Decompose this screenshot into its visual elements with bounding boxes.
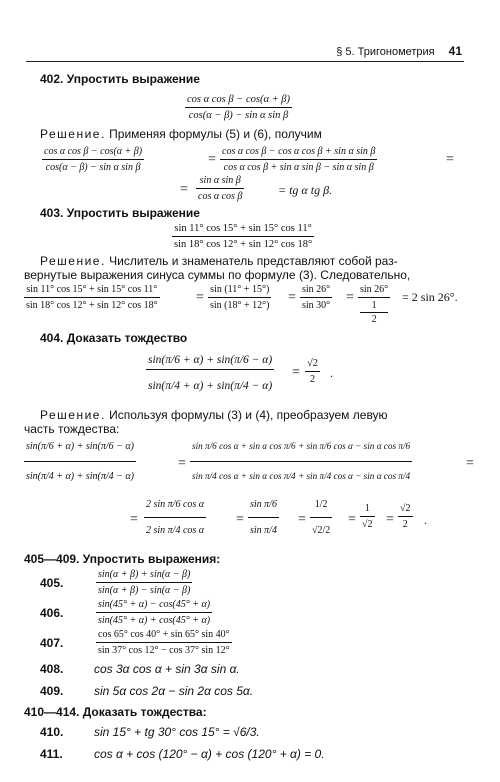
problem-402-step2 [220,145,377,174]
group-410-414-title: 410—414. Доказать тождества: [24,705,207,719]
problem-402-expression [185,93,292,122]
fraction-denominator: 2 [309,374,316,385]
equals-sign: = [348,512,356,527]
fraction-denominator: sin(α + β) − sin(α − β) [98,585,191,596]
problem-409-number: 409. [40,684,64,698]
fraction-denominator [358,298,390,326]
fraction-numerator: cos α cos β − cos(α + β) [42,145,144,160]
fraction-numerator: √2 [398,502,413,517]
fraction-denominator: √2/2 [312,525,331,536]
problem-409-expression: sin 5α cos 2α − sin 2α cos 5α. [94,684,254,698]
equals-sign: = [466,456,474,471]
solution-text: Используя формулы (3) и (4), преобразуем левую [109,408,388,422]
problem-402-step3 [196,174,244,203]
fraction-denominator: 2 [402,519,408,530]
fraction-numerator: sin (11° + 15°) [208,283,271,298]
fraction-denominator: cos α cos β + sin α sin β − sin α sin β [223,162,374,173]
fraction-numerator: sin(π/6 + α) + sin(π/6 − α) [146,352,274,370]
fraction-denominator: sin π/4 [250,525,277,536]
problem-407-number: 407. [40,636,64,650]
problem-404-rhs [305,357,320,386]
problem-406-number: 406. [40,606,64,620]
problem-403-title: 403. Упростить выражение [40,206,200,220]
problem-406-expression [96,598,212,627]
fraction-numerator: 1 [360,502,375,517]
problem-411-expression: cos α + cos (120° − α) + cos (120° + α) = 0. [94,747,325,761]
problem-411-number: 411. [40,747,63,761]
equals-sign: = [386,512,394,527]
fraction-denominator: cos(α − β) − sin α sin β [188,110,289,121]
fraction-numerator: sin 26° [358,283,390,298]
solution-label: Решение. [40,408,106,422]
solution-label: Решение. [40,254,106,268]
fraction-denominator: sin 37° cos 12° − cos 37° sin 12° [98,645,230,656]
problem-402-result: = tg α tg β. [278,183,333,197]
solution-label: Решение. [40,127,106,141]
problem-404-step5 [310,498,332,537]
fraction-denominator: 2 sin π/4 cos α [146,525,205,536]
fraction-denominator: sin(π/4 + α) + sin(π/4 − α) [148,380,273,392]
problem-405-number: 405. [40,576,64,590]
problem-403-solution-line1 [40,254,398,268]
problem-404-solution-line1 [40,408,388,422]
fraction-numerator: cos 65° cos 40° + sin 65° sin 40° [96,628,232,643]
period: . [424,513,427,527]
fraction-numerator: sin 11° cos 15° + sin 15° cos 11° [172,222,314,237]
fraction-numerator: sin π/6 [248,498,279,518]
fraction-numerator: 1/2 [310,498,332,518]
nested-denominator: 2 [371,314,377,325]
fraction-denominator: sin 18° cos 12° + sin 12° cos 18° [174,239,313,250]
fraction-denominator: sin π/4 cos α + sin α cos π/4 + sin π/4 cos α − sin α cos π/4 [192,471,411,481]
fraction-denominator: sin (18° + 12°) [210,300,270,311]
problem-403-step3 [300,283,332,312]
problem-410-expression: sin 15° + tg 30° cos 15° = √6/3. [94,725,260,739]
problem-404-step6 [360,502,375,531]
problem-404-step4 [248,498,279,537]
fraction-denominator: sin 30° [302,300,331,311]
problem-403-solution-line2: вернутые выражения синуса суммы по формуле (3). Следовательно, [24,268,411,282]
fraction-denominator: cos α cos β [198,191,243,202]
solution-text: Числитель и знаменатель представляют собой раз- [109,254,398,268]
problem-404-step1 [24,440,136,483]
fraction-denominator: cos(α − β) − sin α sin β [45,162,141,173]
fraction-denominator: √2 [362,519,373,530]
fraction-numerator: sin(45° + α) − cos(45° + α) [96,598,212,613]
problem-404-title: 404. Доказать тождество [40,331,188,345]
page-number: 41 [448,44,462,58]
header-rule [26,61,464,62]
equals-sign: = [130,512,138,527]
problem-404-solution-line2: часть тождества: [24,422,120,436]
fraction-numerator: sin(α + β) + sin(α − β) [96,568,192,583]
fraction-numerator: cos α cos β − cos(α + β) [185,93,292,108]
problem-402-step1 [42,145,144,174]
problem-408-expression: cos 3α cos α + sin 3α sin α. [94,662,240,676]
fraction-numerator: sin 11° cos 15° + sin 15° cos 11° [24,283,160,298]
problem-404-step2 [190,440,412,483]
fraction-denominator: sin(45° + α) + cos(45° + α) [98,615,211,626]
fraction-numerator: sin π/6 cos α + sin α cos π/6 + sin π/6 cos α − sin α cos π/6 [190,440,412,462]
problem-403-step4 [358,283,390,326]
nested-numerator: 1 [360,299,388,313]
fraction-numerator: 2 sin π/6 cos α [144,498,206,518]
equals-sign: = [346,290,354,305]
problem-404-step3 [144,498,206,537]
solution-text: Применяя формулы (5) и (6), получим [109,127,322,141]
equals-sign: = [196,290,204,305]
fraction-numerator: √2 [305,357,320,372]
equals-sign: = [180,182,188,197]
equals-sign: = [236,512,244,527]
fraction-denominator: sin(π/4 + α) + sin(π/4 − α) [26,471,134,482]
fraction-denominator: sin 18° cos 12° + sin 12° cos 18° [26,300,158,311]
period: . [330,366,333,380]
fraction-numerator: sin 26° [300,283,332,298]
problem-403-step1 [24,283,160,312]
equals-sign: = [288,290,296,305]
equals-sign: = [208,152,216,167]
equals-sign: = [292,365,300,380]
problem-402-solution-line [40,127,322,141]
equals-sign: = [178,456,186,471]
fraction-numerator: sin α sin β [196,174,244,189]
equals-sign: = [298,512,306,527]
running-head [0,44,462,58]
problem-404-expression [146,352,274,394]
fraction-numerator: cos α cos β − cos α cos β + sin α sin β [220,145,377,160]
group-405-409-title: 405—409. Упростить выражения: [24,552,221,566]
problem-410-number: 410. [40,725,64,739]
fraction-numerator: sin(π/6 + α) + sin(π/6 − α) [24,440,136,462]
problem-403-expression [172,222,314,251]
problem-402-title: 402. Упростить выражение [40,72,200,86]
problem-405-expression [96,568,192,597]
problem-404-step7 [398,502,413,531]
equals-sign: = [446,152,454,167]
problem-407-expression [96,628,232,657]
section-title: § 5. Тригонометрия [336,46,435,58]
problem-403-step2 [208,283,271,312]
problem-403-result: = 2 sin 26°. [402,290,458,304]
problem-408-number: 408. [40,662,64,676]
